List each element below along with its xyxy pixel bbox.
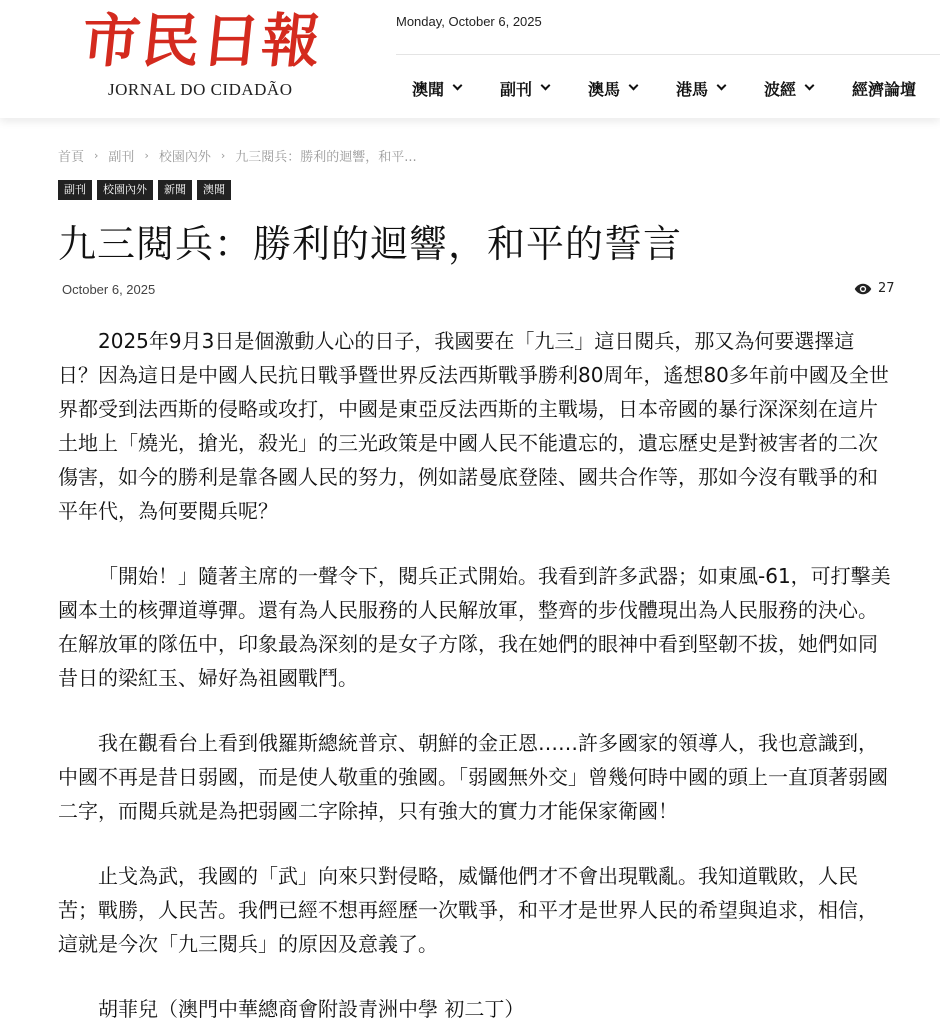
chevron-down-icon (541, 81, 551, 91)
site-header (0, 0, 940, 118)
breadcrumb-current: 九三閱兵：勝利的迴響，和平... (235, 150, 417, 165)
eye-icon (854, 282, 872, 296)
article-title: 九三閱兵：勝利的迴響，和平的誓言 (58, 222, 683, 266)
nav-item-economic-forum[interactable] (836, 72, 940, 104)
site-logo[interactable] (78, 7, 326, 108)
category-tags (58, 180, 236, 200)
tag-supplement[interactable]: 副刊 (58, 180, 92, 200)
view-count-value: 27 (878, 281, 895, 296)
breadcrumb-separator-icon: › (144, 149, 149, 162)
article-paragraph: 我在觀看台上看到俄羅斯總統普京、朝鮮的金正恩……許多國家的領導人，我也意識到，中國不再是昔日弱國，而是使人敬重的強國。「弱國無外交」曾幾何時中國的頭上一直頂著弱國二字，而閱兵就是為把弱國二字除掉，只有強大的實力才能保家衛國！ (58, 731, 888, 823)
nav-item-macau-racing[interactable] (572, 72, 660, 104)
article-body (58, 324, 892, 1026)
chevron-down-icon (805, 81, 815, 91)
chevron-down-icon (629, 81, 639, 91)
nav-item-label: 副刊 (500, 79, 533, 99)
nav-item-aomen-news[interactable] (396, 72, 484, 104)
nav-item-football[interactable] (748, 72, 836, 104)
chevron-down-icon (717, 81, 727, 91)
breadcrumb-separator-icon: › (94, 149, 99, 162)
chevron-down-icon (453, 81, 463, 91)
article-paragraph: 止戈為武，我國的「武」向來只對侵略，威懾他們才不會出現戰亂。我知道戰敗，人民苦；戰勝，人民苦。我們已經不想再經歷一次戰爭，和平才是世界人民的希望與追求，相信，這就是今次「九三閱兵」的原因及意義了。 (58, 864, 878, 956)
breadcrumb-supplement[interactable]: 副刊 (108, 150, 135, 165)
article-date: October 6, 2025 (62, 282, 156, 297)
nav-item-supplement[interactable] (484, 72, 572, 104)
nav-item-label: 經濟論壇 (852, 79, 917, 99)
nav-item-label: 澳馬 (588, 79, 621, 99)
logo-portuguese-title: JORNAL DO CIDADÃO (108, 80, 293, 99)
nav-item-label: 港馬 (676, 79, 709, 99)
breadcrumb-separator-icon: › (220, 149, 226, 162)
tag-news[interactable]: 新聞 (158, 180, 192, 200)
view-count (854, 281, 895, 296)
logo-chinese-title: 市民日報 (78, 7, 326, 75)
breadcrumb-home[interactable]: 首頁 (58, 150, 85, 165)
article-author: 胡菲兒（澳門中華總商會附設青洲中學 初二丁） (98, 997, 525, 1021)
main-nav (396, 72, 940, 104)
article-paragraph: 2025年9月3日是個激動人心的日子，我國要在「九三」這日閱兵，那又為何要選擇這日？因為這日是中國人民抗日戰爭暨世界反法西斯戰爭勝利80周年，遙想80多年前中國及全世界都受到法西斯的侵略或攻打，中國是東亞反法西斯的主戰場，日本帝國的暴行深深刻在這片土地上「燒光，搶光，殺光」的三光政策是中國人民不能遺忘的，遺忘歷史是對被害者的二次傷害，如今的勝利是靠各國人民的努力，例如諾曼底登陸、國共合作等，那如今沒有戰爭的和平年代，為何要閱兵呢？ (58, 329, 889, 523)
nav-item-label: 澳聞 (412, 79, 445, 99)
nav-item-hk-racing[interactable] (660, 72, 748, 104)
breadcrumb (58, 146, 417, 165)
nav-item-label: 波經 (764, 79, 797, 99)
header-date: Monday, October 6, 2025 (396, 14, 542, 29)
tag-campus[interactable]: 校園內外 (97, 180, 153, 200)
nav-divider (396, 54, 940, 55)
tag-aomen-news[interactable]: 澳聞 (197, 180, 231, 200)
article-paragraph: 「開始！」隨著主席的一聲令下，閱兵正式開始。我看到許多武器；如東風-61，可打擊美國本土的核彈道導彈。還有為人民服務的人民解放軍，整齊的步伐體現出為人民服務的決心。在解放軍的隊伍中，印象最為深刻的是女子方隊，我在她們的眼神中看到堅韌不拔，她們如同昔日的梁紅玉、婦好為祖國戰鬥。 (58, 564, 891, 690)
breadcrumb-campus[interactable]: 校園內外 (158, 150, 211, 165)
